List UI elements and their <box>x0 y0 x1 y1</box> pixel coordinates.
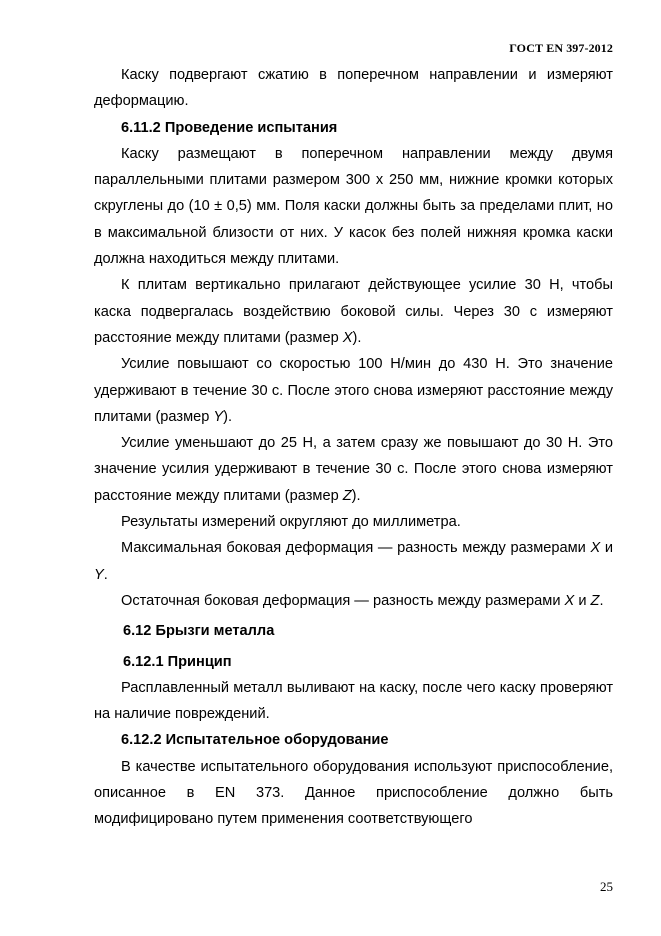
heading-6-12-1: 6.12.1 Принцип <box>123 653 232 670</box>
paragraph-increase-force <box>94 351 613 430</box>
paragraph-residual-deformation-text: Остаточная боковая деформация — разность между размерами <box>121 592 565 609</box>
paragraph-rounding: Результаты измерений округляют до миллиметра. <box>121 514 461 531</box>
variable-z: Z <box>342 487 352 504</box>
variable-x: X <box>342 329 353 346</box>
heading-6-12: 6.12 Брызги металла <box>123 623 275 640</box>
paragraph-increase-force-end: ). <box>223 408 233 425</box>
paragraph-increase-force-text: Усилие повышают со скоростью 100 Н/мин до 430 Н. Это значение удерживают в течение 30 с. После этого снова измеряют расстояние между плитами (размер <box>94 356 613 425</box>
variable-z: Z <box>590 592 600 609</box>
heading-6-11-2: 6.11.2 Проведение испытания <box>121 119 338 136</box>
conjunction: и <box>574 592 591 609</box>
page-number: 25 <box>600 879 613 894</box>
paragraph-equipment: В качестве испытательного оборудования используют приспособление, описанное в EN 373. Данное приспособление должно быть модифицировано путем применения соответствующего <box>94 758 613 828</box>
document-body <box>94 62 613 833</box>
paragraph-max-deformation-end: . <box>103 566 108 583</box>
variable-y: Y <box>94 566 104 583</box>
paragraph-max-deformation-text: Максимальная боковая деформация — разность между размерами <box>121 540 591 557</box>
paragraph-intro: Каску подвергают сжатию в поперечном направлении и измеряют деформацию. <box>94 67 613 110</box>
paragraph-apply-force <box>94 272 613 351</box>
paragraph-residual-deformation <box>94 588 613 614</box>
paragraph-decrease-force-text: Усилие уменьшают до 25 Н, а затем сразу же повышают до 30 Н. Это значение усилия удерживают в течение 30 с. После этого снова измеряют расстояние между плитами (размер <box>94 435 613 504</box>
variable-x: X <box>564 592 575 609</box>
variable-y: Y <box>213 408 224 425</box>
paragraph-decrease-force <box>94 430 613 509</box>
document-code-header: ГОСТ EN 397-2012 <box>509 41 613 55</box>
paragraph-place-helmet: Каску размещают в поперечном направлении между двумя параллельными плитами размером 300 х 250 мм, нижние кромки которых скруглены до (10 ± 0,5) мм. Поля каски должны быть за пределами плит, но в максимальной близости от них. У касок без полей нижняя кромка каски должна находиться между плитами. <box>94 145 613 268</box>
paragraph-max-deformation <box>94 535 613 588</box>
paragraph-apply-force-end: ). <box>352 329 362 346</box>
variable-x: X <box>590 540 601 557</box>
paragraph-apply-force-text: К плитам вертикально прилагают действующее усилие 30 Н, чтобы каска подвергалась воздействию боковой силы. Через 30 с измеряют расстояние между плитами (размер <box>94 277 613 346</box>
paragraph-principle: Расплавленный металл выливают на каску, после чего каску проверяют на наличие повреждений. <box>94 679 613 723</box>
paragraph-residual-deformation-end: . <box>599 592 604 609</box>
paragraph-decrease-force-end: ). <box>351 487 361 504</box>
conjunction: и <box>600 540 613 557</box>
heading-6-12-2: 6.12.2 Испытательное оборудование <box>121 732 389 749</box>
